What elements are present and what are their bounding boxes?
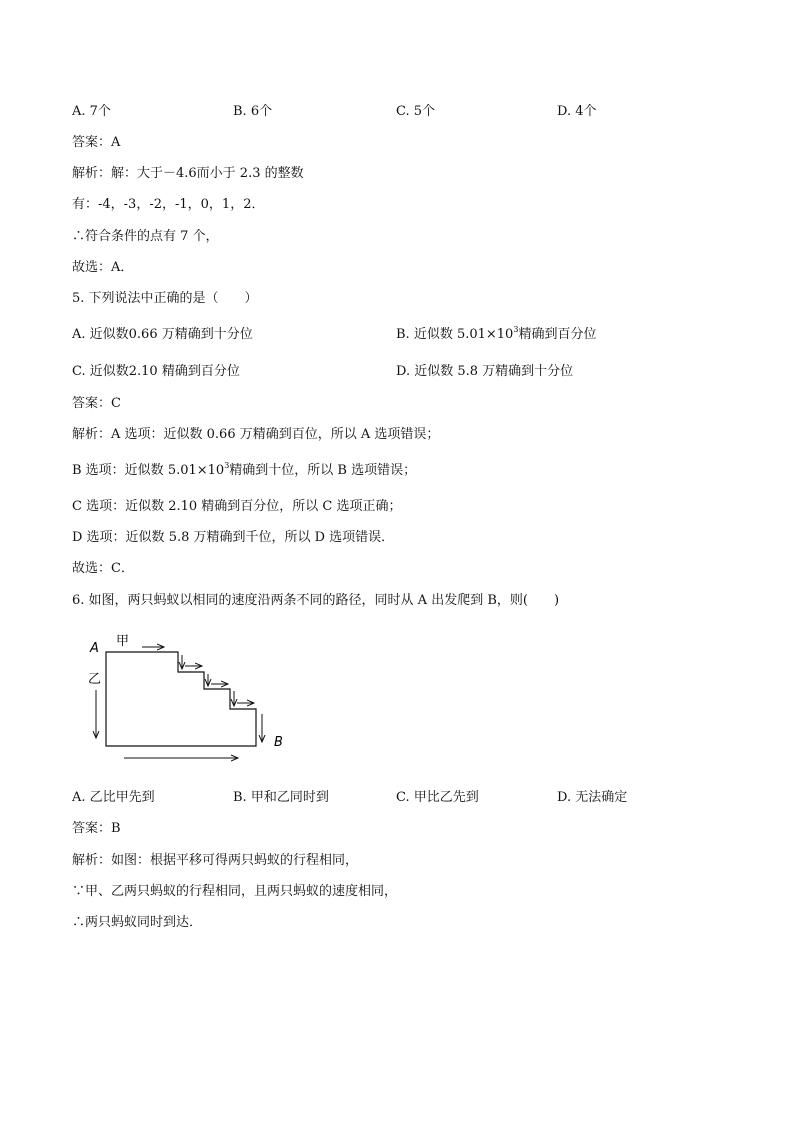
- q5-option-c: C. 近似数2.10 精确到百分位: [72, 364, 240, 379]
- q5-analysis-line-3: C 选项：近似数 2.10 精确到百分位，所以 C 选项正确；: [72, 499, 402, 514]
- label-a: A: [90, 641, 99, 656]
- q5-stem: 5. 下列说法中正确的是（ ）: [72, 291, 258, 306]
- q4-option-a: A. 7个: [72, 104, 111, 119]
- q5-option-b-pre: B. 近似数 5.01×10: [396, 327, 514, 342]
- q6-analysis-line-2: ∵甲、乙两只蚂蚁的行程相同，且两只蚂蚁的速度相同，: [72, 884, 398, 899]
- q4-analysis-line-4: 故选：A．: [72, 260, 134, 275]
- q4-option-d: D. 4个: [557, 104, 597, 119]
- label-b: B: [274, 735, 283, 750]
- q4-analysis-line-3: ∴符合条件的点有 7 个，: [72, 229, 219, 244]
- q4-option-b: B. 6个: [233, 104, 273, 119]
- q4-option-c: C. 5个: [396, 104, 436, 119]
- q5-option-d: D. 近似数 5.8 万精确到十分位: [396, 364, 574, 379]
- q6-analysis-line-1: 解析：如图：根据平移可得两只蚂蚁的行程相同，: [72, 853, 359, 868]
- q5-analysis-line-4: D 选项：近似数 5.8 万精确到千位，所以 D 选项错误．: [72, 530, 395, 545]
- q6-option-d: D. 无法确定: [557, 790, 628, 805]
- q6-stem: 6. 如图，两只蚂蚁以相同的速度沿两条不同的路径，同时从 A 出发爬到 B，则( ): [72, 593, 560, 608]
- q6-staircase-figure: [84, 628, 294, 768]
- q5-analysis-line-2-post: 精确到十位，所以 B 选项错误；: [229, 463, 417, 478]
- q5-option-b-post: 精确到百分位: [518, 327, 597, 342]
- q5-option-a: A. 近似数0.66 万精确到十分位: [72, 327, 253, 342]
- q6-option-c: C. 甲比乙先到: [396, 790, 479, 805]
- q5-analysis-line-5: 故选：C．: [72, 561, 134, 576]
- q4-answer: 答案：A: [72, 135, 121, 150]
- q5-analysis-line-2-pre: B 选项：近似数 5.01×10: [72, 463, 225, 478]
- q6-answer: 答案：B: [72, 821, 121, 836]
- q5-analysis-line-1: 解析：A 选项：近似数 0.66 万精确到百位，所以 A 选项错误；: [72, 427, 440, 442]
- q5-analysis-line-2: [72, 463, 416, 480]
- label-jia: 甲: [116, 634, 130, 649]
- q6-option-a: A. 乙比甲先到: [72, 790, 155, 805]
- q4-analysis-line-2: 有：-4，-3，-2，-1，0，1，2．: [72, 197, 265, 212]
- label-yi: 乙: [88, 672, 102, 687]
- q5-answer: 答案：C: [72, 396, 121, 411]
- q6-option-b: B. 甲和乙同时到: [233, 790, 329, 805]
- q6-analysis-line-3: ∴两只蚂蚁同时到达．: [72, 915, 203, 930]
- q5-analysis-exponent: 3: [224, 461, 230, 470]
- q5-option-b: [396, 327, 596, 344]
- q4-analysis-line-1: 解析：解：大于－4.6而小于 2.3 的整数: [72, 166, 304, 181]
- q5-option-b-exponent: 3: [513, 325, 519, 334]
